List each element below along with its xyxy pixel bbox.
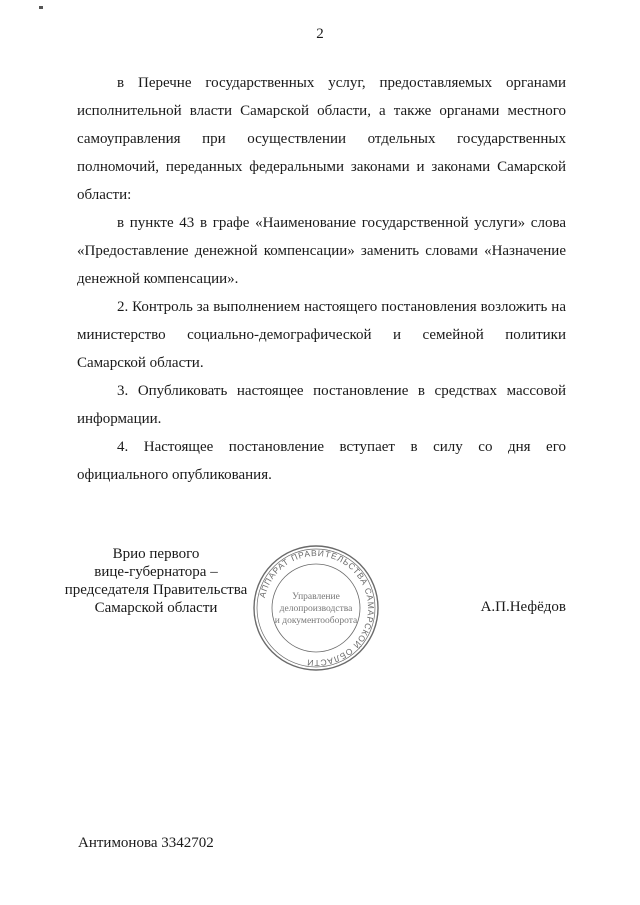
seal-ring-text: АППАРАТ ПРАВИТЕЛЬСТВА САМАРСКОЙ ОБЛАСТИ — [257, 547, 377, 669]
paragraph-publication: 3. Опубликовать настоящее постановление в средствах массовой информации. — [77, 383, 566, 427]
signatory-position — [60, 545, 252, 617]
page-number: 2 — [316, 26, 324, 42]
document-body — [77, 69, 566, 489]
signatory-position-line: Врио первого — [112, 546, 200, 562]
scan-speck — [39, 6, 43, 9]
signatory-position-line: вице-губернатора – — [94, 564, 218, 580]
seal-center-line: делопроизводства — [279, 604, 353, 614]
seal-center-line: и документооборота — [274, 616, 358, 626]
signatory-name: А.П.Нефёдов — [480, 599, 566, 615]
signatory-position-line: Самарской области — [94, 600, 218, 616]
signatory-position-line: председателя Правительства — [64, 582, 248, 598]
paragraph-amendment-intro: в Перечне государственных услуг, предоставляемых органами исполнительной власти Самарской области, а также органами местного самоуправления при осуществлении отдельных государственных полномочий, переданных федеральными законами и законами Самарской области: — [77, 75, 566, 203]
paragraph-effective-date: 4. Настоящее постановление вступает в силу со дня его официального опубликования. — [77, 439, 566, 483]
seal-center-line: Управление — [292, 592, 340, 602]
paragraph-amendment-item: в пункте 43 в графе «Наименование государственной услуги» слова «Предоставление денежной компенсации» заменить словами «Назначение денежной компенсации». — [77, 215, 566, 287]
paragraph-control: 2. Контроль за выполнением настоящего постановления возложить на министерство социально-демографической и семейной политики Самарской области. — [77, 299, 566, 371]
executor-contact: Антимонова 3342702 — [78, 835, 214, 851]
official-seal — [251, 543, 381, 673]
